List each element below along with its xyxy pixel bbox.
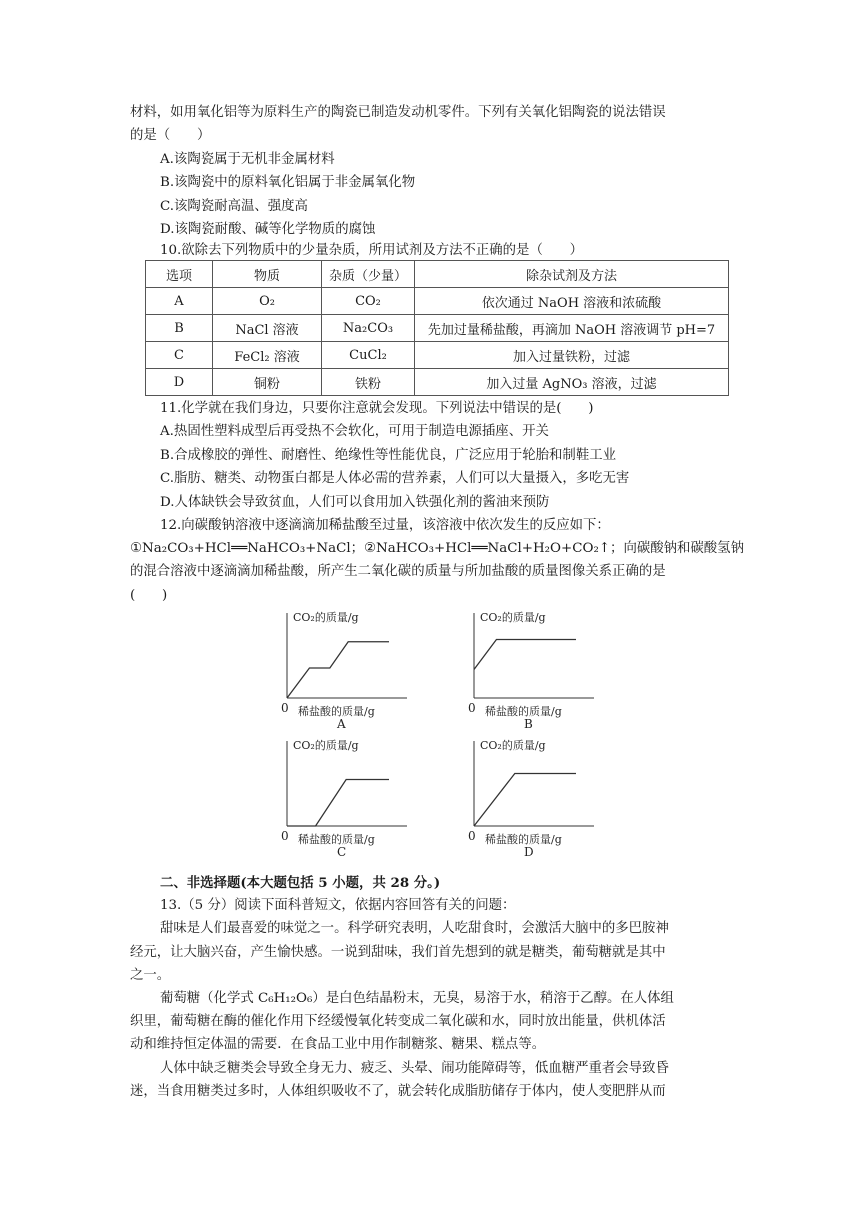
data-line [474, 640, 576, 670]
q9-option-c: C.该陶瓷耐高温、强度高 [160, 199, 308, 214]
table-row [146, 288, 729, 315]
graph-d-svg [462, 731, 612, 861]
q9-stem-line1: 材料，如用氧化铝等为原料生产的陶瓷已制造发动机零件。下列有关氧化铝陶瓷的说法错误 [130, 105, 666, 120]
graph-label: A [337, 717, 346, 731]
graph-b [462, 603, 612, 737]
table-cell: C [146, 342, 213, 369]
graph-c [275, 731, 425, 865]
q9-stem-line2: 的是（ ） [130, 128, 211, 143]
x-axis-label: 稀盐酸的质量/g [298, 705, 375, 718]
q13-p2-line2: 织里，葡萄糖在酶的催化作用下经缓慢氧化转变成二氧化碳和水，同时放出能量，供机体活 [130, 1014, 666, 1029]
y-axis-label: CO₂的质量/g [480, 739, 546, 752]
q13-p3-line1: 人体中缺乏糖类会导致全身无力、疲乏、头晕、闹功能障碍等，低血糖严重者会导致昏 [160, 1061, 669, 1076]
x-axis-label: 稀盐酸的质量/g [485, 705, 562, 718]
q12-line2: ①Na₂CO₃+HCl══NaHCO₃+NaCl；②NaHCO₃+HCl══NaCl+H₂O+CO₂↑；向碳酸钠和碳酸氢钠 [130, 541, 744, 556]
table-cell: D [146, 369, 213, 396]
table-header: 杂质（少量） [322, 261, 415, 288]
axes [474, 613, 594, 698]
table-cell: 铁粉 [322, 369, 415, 396]
q9-option-d: D.该陶瓷耐酸、碱等化学物质的腐蚀 [160, 222, 376, 237]
table-header-row [146, 261, 729, 288]
graph-d [462, 731, 612, 865]
graph-c-svg [275, 731, 425, 861]
table-cell: O₂ [213, 288, 322, 315]
q11-option-c: C.脂肪、糖类、动物蛋白都是人体必需的营养素，人们可以大量摄入，多吃无害 [160, 471, 630, 486]
data-line [287, 642, 389, 698]
origin-label: 0 [468, 701, 476, 715]
table-header: 除杂试剂及方法 [415, 261, 729, 288]
origin-label: 0 [281, 701, 289, 715]
q10-stem: 10.欲除去下列物质中的少量杂质，所用试剂及方法不正确的是（ ） [160, 243, 584, 258]
q11-option-b: B.合成橡胶的弹性、耐磨性、绝缘性等性能优良，广泛应用于轮胎和制鞋工业 [160, 448, 616, 463]
table-cell: A [146, 288, 213, 315]
q13-p1-line1: 甜味是人们最喜爱的味觉之一。科学研究表明，人吃甜食时，会激活大脑中的多巴胺神 [160, 921, 669, 936]
table-row [146, 315, 729, 342]
table-row [146, 369, 729, 396]
table-cell: FeCl₂ 溶液 [213, 342, 322, 369]
table-header: 选项 [146, 261, 213, 288]
graph-b-svg [462, 603, 612, 733]
q11-stem: 11.化学就在我们身边，只要你注意就会发现。下列说法中错误的是( ) [160, 401, 594, 416]
table-cell: 铜粉 [213, 369, 322, 396]
q13-p3-line2: 迷，当食用糖类过多时，人体组织吸收不了，就会转化成脂肪储存于体内，使人变肥胖从而 [130, 1084, 666, 1099]
table-cell: 依次通过 NaOH 溶液和浓硫酸 [415, 288, 729, 315]
table-cell: CO₂ [322, 288, 415, 315]
section2-title: 二、非选择题(本大题包括 5 小题，共 28 分。) [160, 875, 441, 891]
x-axis-label: 稀盐酸的质量/g [485, 833, 562, 846]
graph-a-svg [275, 603, 425, 733]
table-cell: 先加过量稀盐酸，再滴加 NaOH 溶液调节 pH=7 [415, 315, 729, 342]
q10-table [145, 260, 729, 396]
origin-label: 0 [468, 829, 476, 843]
x-axis-label: 稀盐酸的质量/g [298, 833, 375, 846]
q9-option-a: A.该陶瓷属于无机非金属材料 [160, 152, 335, 167]
q13-p2-line1: 葡萄糖（化学式 C₆H₁₂O₆）是白色结晶粉末，无臭，易溶于水，稍溶于乙醇。在人体组 [160, 991, 674, 1006]
table-cell: Na₂CO₃ [322, 315, 415, 342]
origin-label: 0 [281, 829, 289, 843]
table-cell: 加入过量铁粉，过滤 [415, 342, 729, 369]
table-header: 物质 [213, 261, 322, 288]
q12-line4: ( ) [130, 588, 168, 603]
graph-label: D [524, 845, 534, 859]
table-cell: 加入过量 AgNO₃ 溶液，过滤 [415, 369, 729, 396]
q13-p1-line2: 经元，让大脑兴奋，产生愉快感。一说到甜味，我们首先想到的就是糖类，葡萄糖就是其中 [130, 945, 666, 960]
y-axis-label: CO₂的质量/g [480, 611, 546, 624]
graph-a [275, 603, 425, 737]
q13-p1-line3: 之一。 [130, 968, 171, 983]
axes [474, 741, 594, 826]
table-row [146, 342, 729, 369]
graph-label: B [524, 717, 533, 731]
data-line [474, 774, 576, 827]
q12-line1: 12.向碳酸钠溶液中逐滴滴加稀盐酸至过量，该溶液中依次发生的反应如下： [160, 518, 610, 533]
table-cell: B [146, 315, 213, 342]
table-cell: NaCl 溶液 [213, 315, 322, 342]
q13-stem: 13.（5 分）阅读下面科普短文，依据内容回答有关的问题： [160, 898, 516, 913]
q11-option-d: D.人体缺铁会导致贫血，人们可以食用加入铁强化剂的酱油来预防 [160, 495, 550, 510]
axes [287, 741, 407, 826]
q11-option-a: A.热固性塑料成型后再受热不会软化，可用于制造电源插座、开关 [160, 424, 549, 439]
q13-p2-line3: 动和维持恒定体温的需要．在食品工业中用作制糖浆、糖果、糕点等。 [130, 1037, 546, 1052]
y-axis-label: CO₂的质量/g [293, 739, 359, 752]
q9-option-b: B.该陶瓷中的原料氧化铝属于非金属氧化物 [160, 175, 416, 190]
axes [287, 613, 407, 698]
data-line [287, 780, 389, 827]
graph-label: C [337, 845, 347, 859]
y-axis-label: CO₂的质量/g [293, 611, 359, 624]
table-cell: CuCl₂ [322, 342, 415, 369]
q12-line3: 的混合溶液中逐滴滴加稀盐酸，所产生二氧化碳的质量与所加盐酸的质量图像关系正确的是 [130, 564, 666, 579]
